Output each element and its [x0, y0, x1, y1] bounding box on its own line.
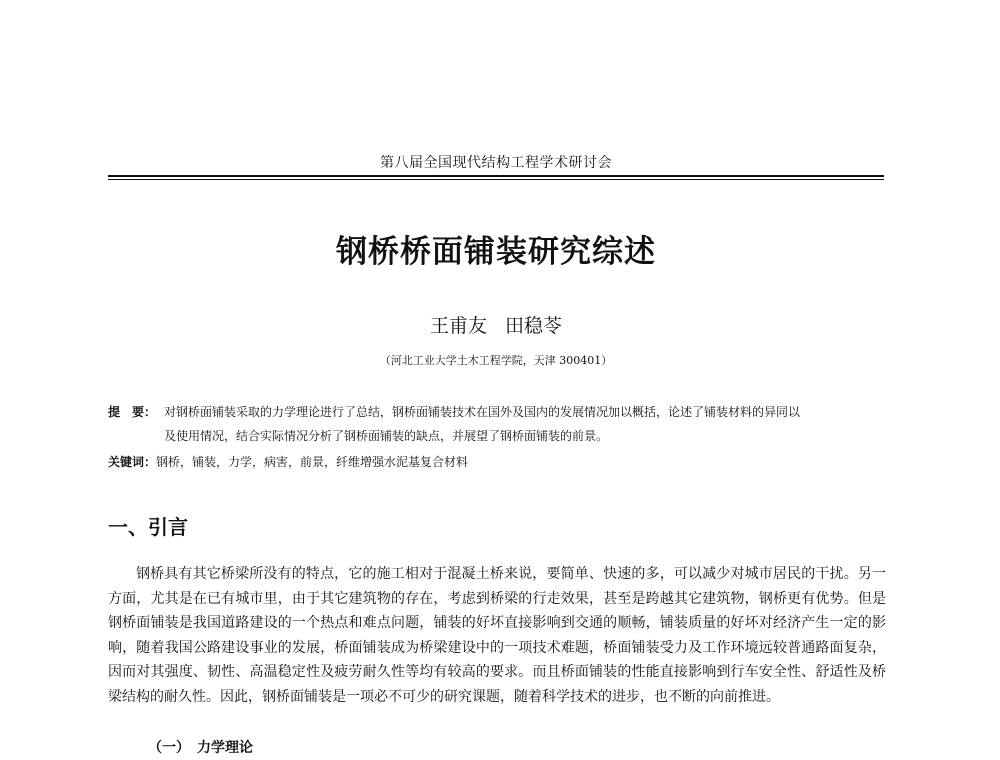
- running-header: 第八届全国现代结构工程学术研讨会: [380, 155, 612, 171]
- abstract: [108, 400, 888, 448]
- header-rule: [108, 175, 884, 177]
- paper-authors: 王甫友 田稳苓: [429, 315, 563, 337]
- abstract-text-2: 及使用情况，结合实际情况分析了钢桥面铺装的缺点，并展望了钢桥面铺装的前景。: [164, 429, 609, 443]
- abstract-label: 提 要：: [108, 405, 157, 419]
- header-rule-thin: [108, 179, 884, 180]
- paper-title: 钢桥桥面铺装研究综述: [336, 234, 656, 270]
- keywords: [108, 452, 888, 472]
- body-paragraph: 钢桥具有其它桥梁所没有的特点，它的施工相对于混凝土桥来说，要简单、快速的多，可以减少对城市居民的干扰。另一方面，尤其是在已有城市里，由于其它建筑物的存在，考虑到桥梁的行走效果，甚至是跨越其它建筑物，钢桥更有优势。但是钢桥面铺装是我国道路建设的一个热点和难点问题，铺装的好坏直接影响到交通的顺畅，铺装质量的好坏对经济产生一定的影响，随着我国公路建设事业的发展，桥面铺装成为桥梁建设中的一项技术难题，桥面铺装受力及工作环境远较普通路面复杂，因而对其强度、韧性、高温稳定性及疲劳耐久性等均有较高的要求。而且桥面铺装的性能直接影响到行车安全性、舒适性及桥梁结构的耐久性。因此，钢桥面铺装是一项必不可少的研究课题，随着科学技术的进步，也不断的向前推进。: [108, 566, 886, 705]
- keywords-label: 关键词：: [108, 455, 157, 469]
- subsection-heading: （一） 力学理论: [148, 740, 253, 756]
- section-heading: 一、引言: [108, 515, 188, 539]
- abstract-line-1: [108, 400, 888, 424]
- paper-affiliation: （河北工业大学土木工程学院，天津 300401）: [379, 354, 613, 367]
- abstract-text-1: 对钢桥面铺装采取的力学理论进行了总结，钢桥面铺装技术在国外及国内的发展情况加以概括，论述了铺装材料的异同以: [164, 405, 801, 419]
- keywords-text: 钢桥，铺装，力学，病害，前景，纤维增强水泥基复合材料: [156, 455, 469, 469]
